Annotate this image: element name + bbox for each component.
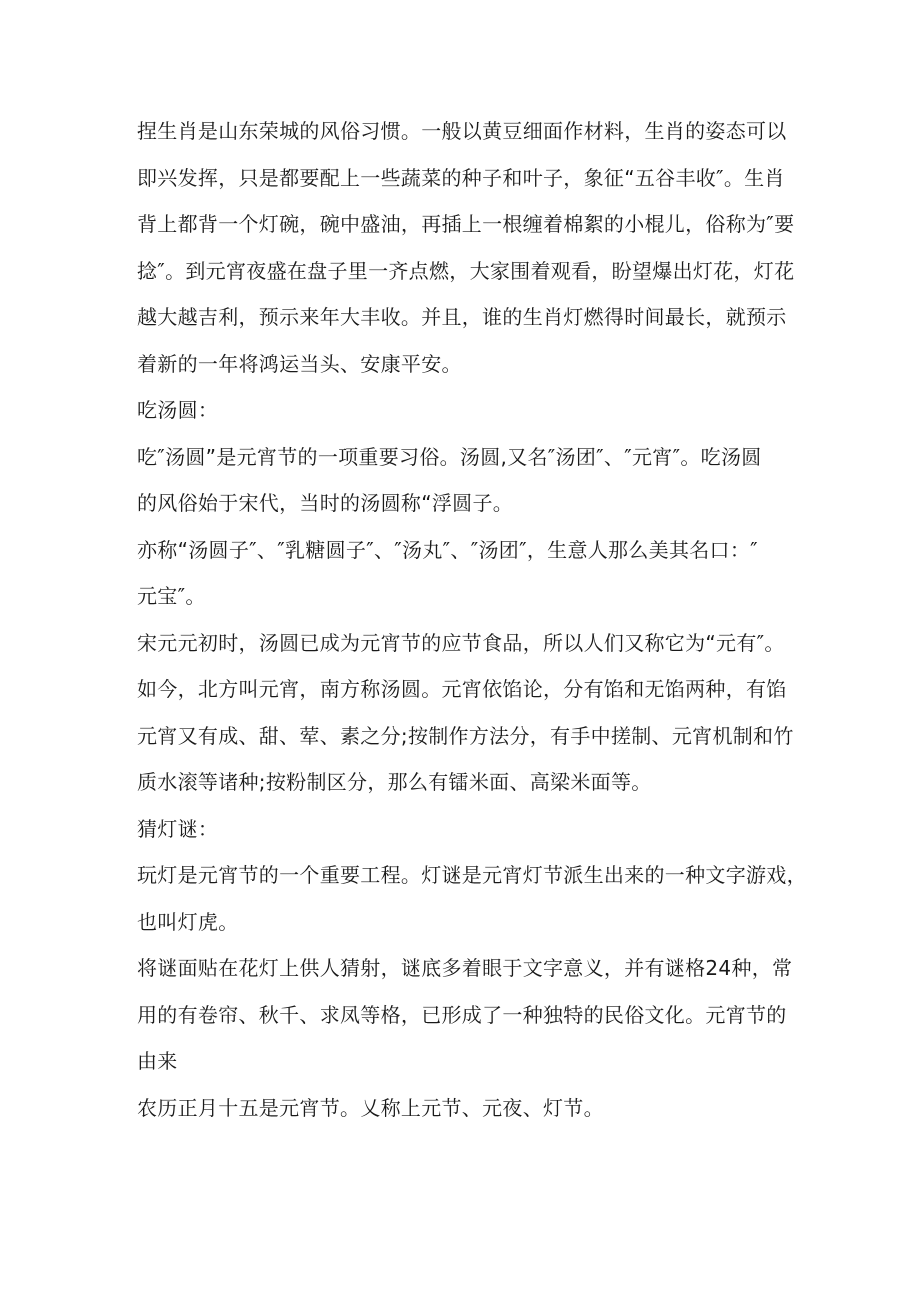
section-heading-riddles: 猜灯谜：: [137, 816, 219, 841]
text-line: 亦称“汤圆子″、″乳糖圆子″、″汤丸″、″汤团″，生意人那么美其名口：″: [137, 537, 758, 562]
section-heading-tangyuan: 吃汤圆：: [137, 398, 219, 422]
text-line: 用的有卷帘、秋千、求凤等格，已形成了一种独特的民俗文化。元宵节的: [137, 1002, 787, 1027]
text-line: 如今，北方叫元宵，南方称汤圆。元宵依馅论，分有馅和无馅两种，有馅: [137, 677, 787, 701]
text-line: 质水滚等诸种;按粉制区分，那么有镭米面、高梁米面等。: [137, 770, 652, 794]
text-line: 玩灯是元宵节的一个重要工程。灯谜是元宵灯节派生出来的一种文字游戏，: [137, 863, 807, 887]
text-line: 的风俗始于宋代，当时的汤圆称“浮圆子。: [137, 491, 514, 515]
text-line: 由来: [137, 1049, 178, 1073]
text-line: 背上都背一个灯碗，碗中盛油，再插上一根缠着棉絮的小棍儿，俗称为″要: [137, 212, 795, 236]
text-line: 宋元元初时，汤圆已成为元宵节的应节食品，所以人们又称它为“元有″。: [137, 630, 785, 655]
text-line: 捻″。到元宵夜盛在盘子里一齐点燃，大家围着观看，盼望爆出灯花，灯花: [137, 258, 795, 283]
text-line: 即兴发挥，只是都要配上一些蔬菜的种子和叶子，象征“五谷丰收″。生肖: [137, 165, 785, 190]
body-text: [137, 108, 807, 1131]
text-line: 元宝″。: [137, 584, 206, 608]
text-line: 着新的一年将鸿运当头、安康平安。: [137, 351, 462, 376]
text-line: 越大越吉利，预示来年大丰收。并且，谁的生肖灯燃得时间最长，就预示: [137, 305, 787, 329]
text-line: 将谜面贴在花灯上供人猜射，谜底多着眼于文字意义，并有谜格24种，常: [137, 956, 793, 980]
text-line: 也叫灯虎。: [137, 909, 239, 934]
text-line: 捏生肖是山东荣城的风俗习惯。一般以黄豆细面作材料，生肖的姿态可以: [137, 119, 787, 143]
text-line: 吃″汤圆”是元宵节的一项重要习俗。汤圆,又名″汤团″、″元宵″。吃汤圆: [137, 444, 762, 469]
text-line: 元宵又有成、甜、荤、素之分;按制作方法分，有手中搓制、元宵机制和竹: [137, 723, 794, 748]
text-line: 农历正月十五是元宵节。乂称上元节、元夜、灯节。: [137, 1095, 604, 1120]
